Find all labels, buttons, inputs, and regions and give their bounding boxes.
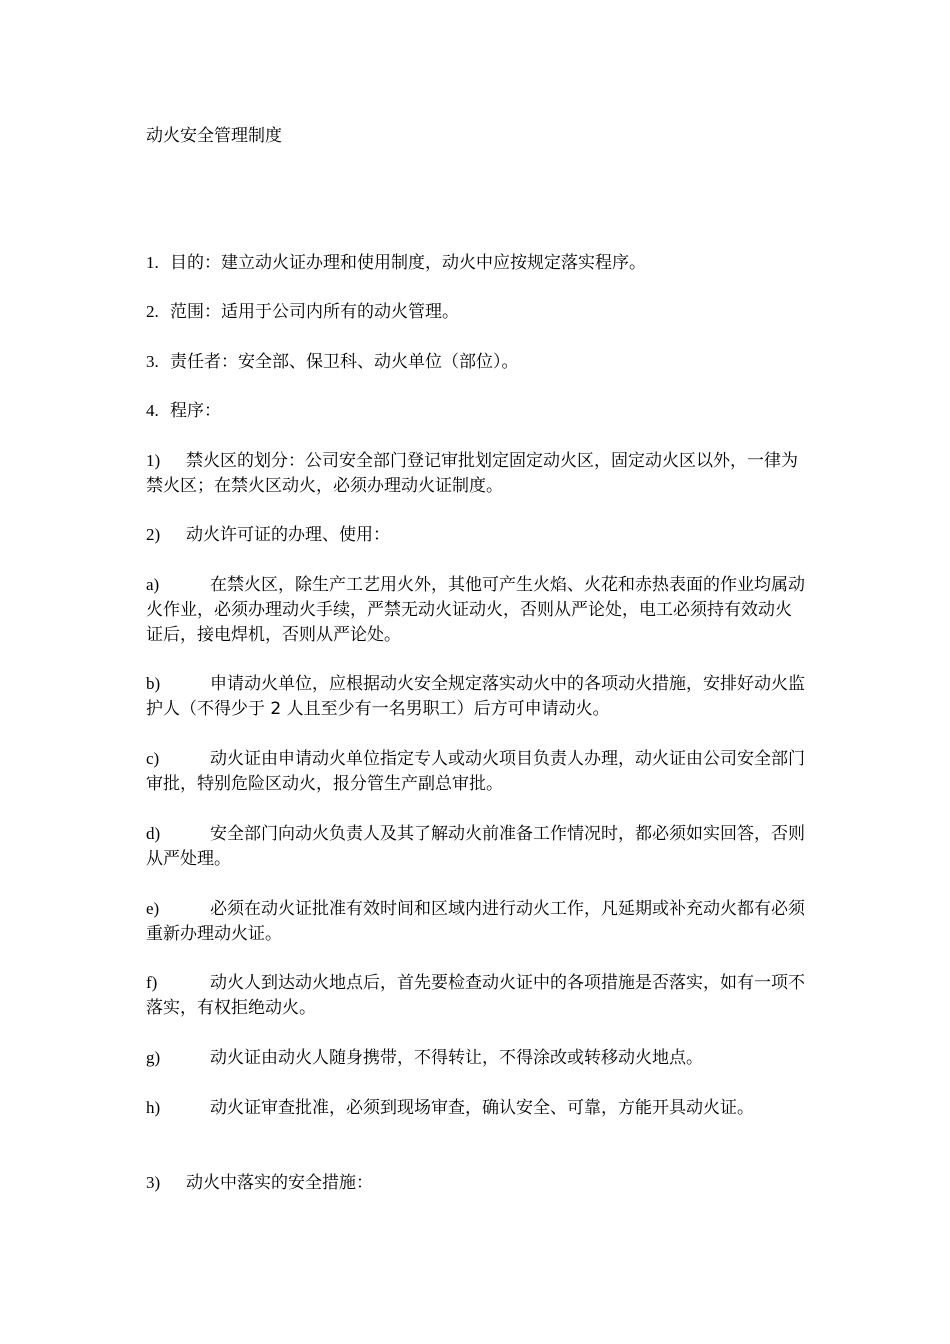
section-number: 1.	[146, 253, 159, 272]
subitem-e	[146, 896, 806, 947]
section-text: 目的：建立动火证办理和使用制度，动火中应按规定落实程序。	[170, 253, 646, 273]
subitem-a	[146, 572, 806, 648]
section-procedure	[146, 398, 806, 424]
procedure-number: 2)	[146, 525, 161, 544]
procedure-item-1	[146, 448, 806, 499]
subitem-text: 安全部门向动火负责人及其了解动火前准备工作情况时，都必须如实回答，否则从严处理。	[146, 824, 805, 869]
subitem-text: 动火证审查批准，必须到现场审查，确认安全、可靠，方能开具动火证。	[210, 1098, 754, 1118]
procedure-text: 动火中落实的安全措施：	[186, 1173, 373, 1193]
subitem-text: 申请动火单位，应根据动火安全规定落实动火中的各项动火措施，安排好动火监护人（不得少于 2 人且至少有一名男职工）后方可申请动火。	[146, 674, 805, 719]
subitem-text: 动火证由动火人随身携带，不得转让，不得涂改或转移动火地点。	[210, 1048, 703, 1068]
subitem-b	[146, 671, 806, 722]
document-page	[146, 0, 806, 1344]
subitem-letter: e)	[146, 899, 160, 918]
subitem-letter: h)	[146, 1098, 161, 1117]
subitem-text: 动火证由申请动火单位指定专人或动火项目负责人办理，动火证由公司安全部门审批，特别危险区动火，报分管生产副总审批。	[146, 749, 805, 794]
procedure-text: 禁火区的划分：公司安全部门登记审批划定固定动火区，固定动火区以外，一律为禁火区；在禁火区动火，必须办理动火证制度。	[146, 451, 798, 496]
section-scope	[146, 299, 806, 325]
procedure-item-2	[146, 522, 806, 548]
procedure-number: 3)	[146, 1173, 161, 1192]
subitem-text: 在禁火区，除生产工艺用火外，其他可产生火焰、火花和赤热表面的作业均属动火作业，必须办理动火手续，严禁无动火证动火，否则从严论处，电工必须持有效动火证后，接电焊机，否则从严论处。	[146, 575, 805, 645]
section-number: 2.	[146, 302, 159, 321]
section-text: 范围：适用于公司内所有的动火管理。	[170, 302, 459, 322]
subitem-text: 必须在动火证批准有效时间和区域内进行动火工作，凡延期或补充动火都有必须重新办理动火证。	[146, 899, 805, 944]
subitem-d	[146, 821, 806, 872]
subitem-g	[146, 1045, 806, 1071]
procedure-text: 动火许可证的办理、使用：	[186, 525, 390, 545]
subitem-letter: f)	[146, 973, 158, 992]
procedure-item-3	[146, 1170, 806, 1196]
section-purpose	[146, 250, 806, 276]
subitem-c	[146, 746, 806, 797]
section-text: 责任者：安全部、保卫科、动火单位（部位）。	[170, 352, 519, 372]
procedure-number: 1)	[146, 451, 161, 470]
subitem-f	[146, 970, 806, 1021]
subitem-text: 动火人到达动火地点后，首先要检查动火证中的各项措施是否落实，如有一项不落实，有权拒绝动火。	[146, 973, 805, 1018]
subitem-letter: a)	[146, 575, 160, 594]
section-number: 3.	[146, 352, 159, 371]
subitem-letter: c)	[146, 749, 160, 768]
section-number: 4.	[146, 401, 159, 420]
section-text: 程序：	[170, 401, 221, 421]
section-responsible	[146, 349, 806, 375]
subitem-letter: d)	[146, 824, 161, 843]
document-title: 动火安全管理制度	[146, 126, 282, 146]
subitem-letter: g)	[146, 1048, 161, 1067]
subitem-h	[146, 1095, 806, 1121]
subitem-letter: b)	[146, 674, 161, 693]
